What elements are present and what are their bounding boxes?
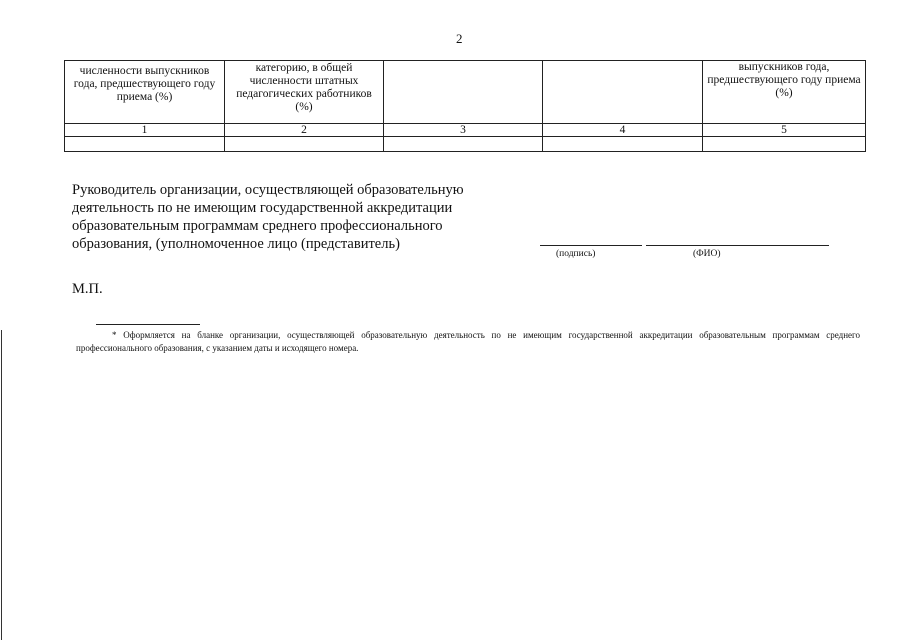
data-cell-4 [543,137,703,152]
header-cell-5-text: выпускников года, предшествующего году приема (%) [707,61,861,99]
table-data-row [65,137,866,152]
report-table [64,60,866,152]
footnote-divider [96,324,200,325]
name-caption: (ФИО) [693,249,721,259]
header-cell-3 [384,61,543,124]
seal-label: М.П. [72,281,103,297]
page-number: 2 [456,31,463,46]
name-line [646,245,829,246]
header-cell-1-text: численности выпускников года, предшествующего году приема (%) [73,65,216,103]
data-cell-2 [225,137,384,152]
header-cell-2 [225,61,384,124]
scan-edge-line [1,330,2,640]
column-number-1: 1 [65,124,225,137]
column-number-4: 4 [543,124,703,137]
column-number-row [65,124,866,137]
header-cell-1 [65,61,225,124]
column-number-5: 5 [703,124,866,137]
signature-line [540,245,642,246]
header-cell-5 [703,61,866,124]
header-cell-2-text: категорию, в общей численности штатных педагогических работников (%) [236,62,372,113]
data-cell-3 [384,137,543,152]
header-cell-4 [543,61,703,124]
table-header-row [65,61,866,124]
column-number-3: 3 [384,124,543,137]
data-cell-1 [65,137,225,152]
column-number-2: 2 [225,124,384,137]
signature-caption: (подпись) [556,249,596,259]
footnote-text: * Оформляется на бланке организации, осуществляющей образовательную деятельность по не имеющим государственной аккредитации образовательным программам среднего профессионального образования, с указанием даты и исходящего номера. [76,330,860,353]
data-cell-5 [703,137,866,152]
signatory-text: Руководитель организации, осуществляющей образовательную деятельность по не имеющим государственной аккредитации образовательным программам среднего профессионального образования, (уполномоченное лицо (представитель) [72,182,464,252]
